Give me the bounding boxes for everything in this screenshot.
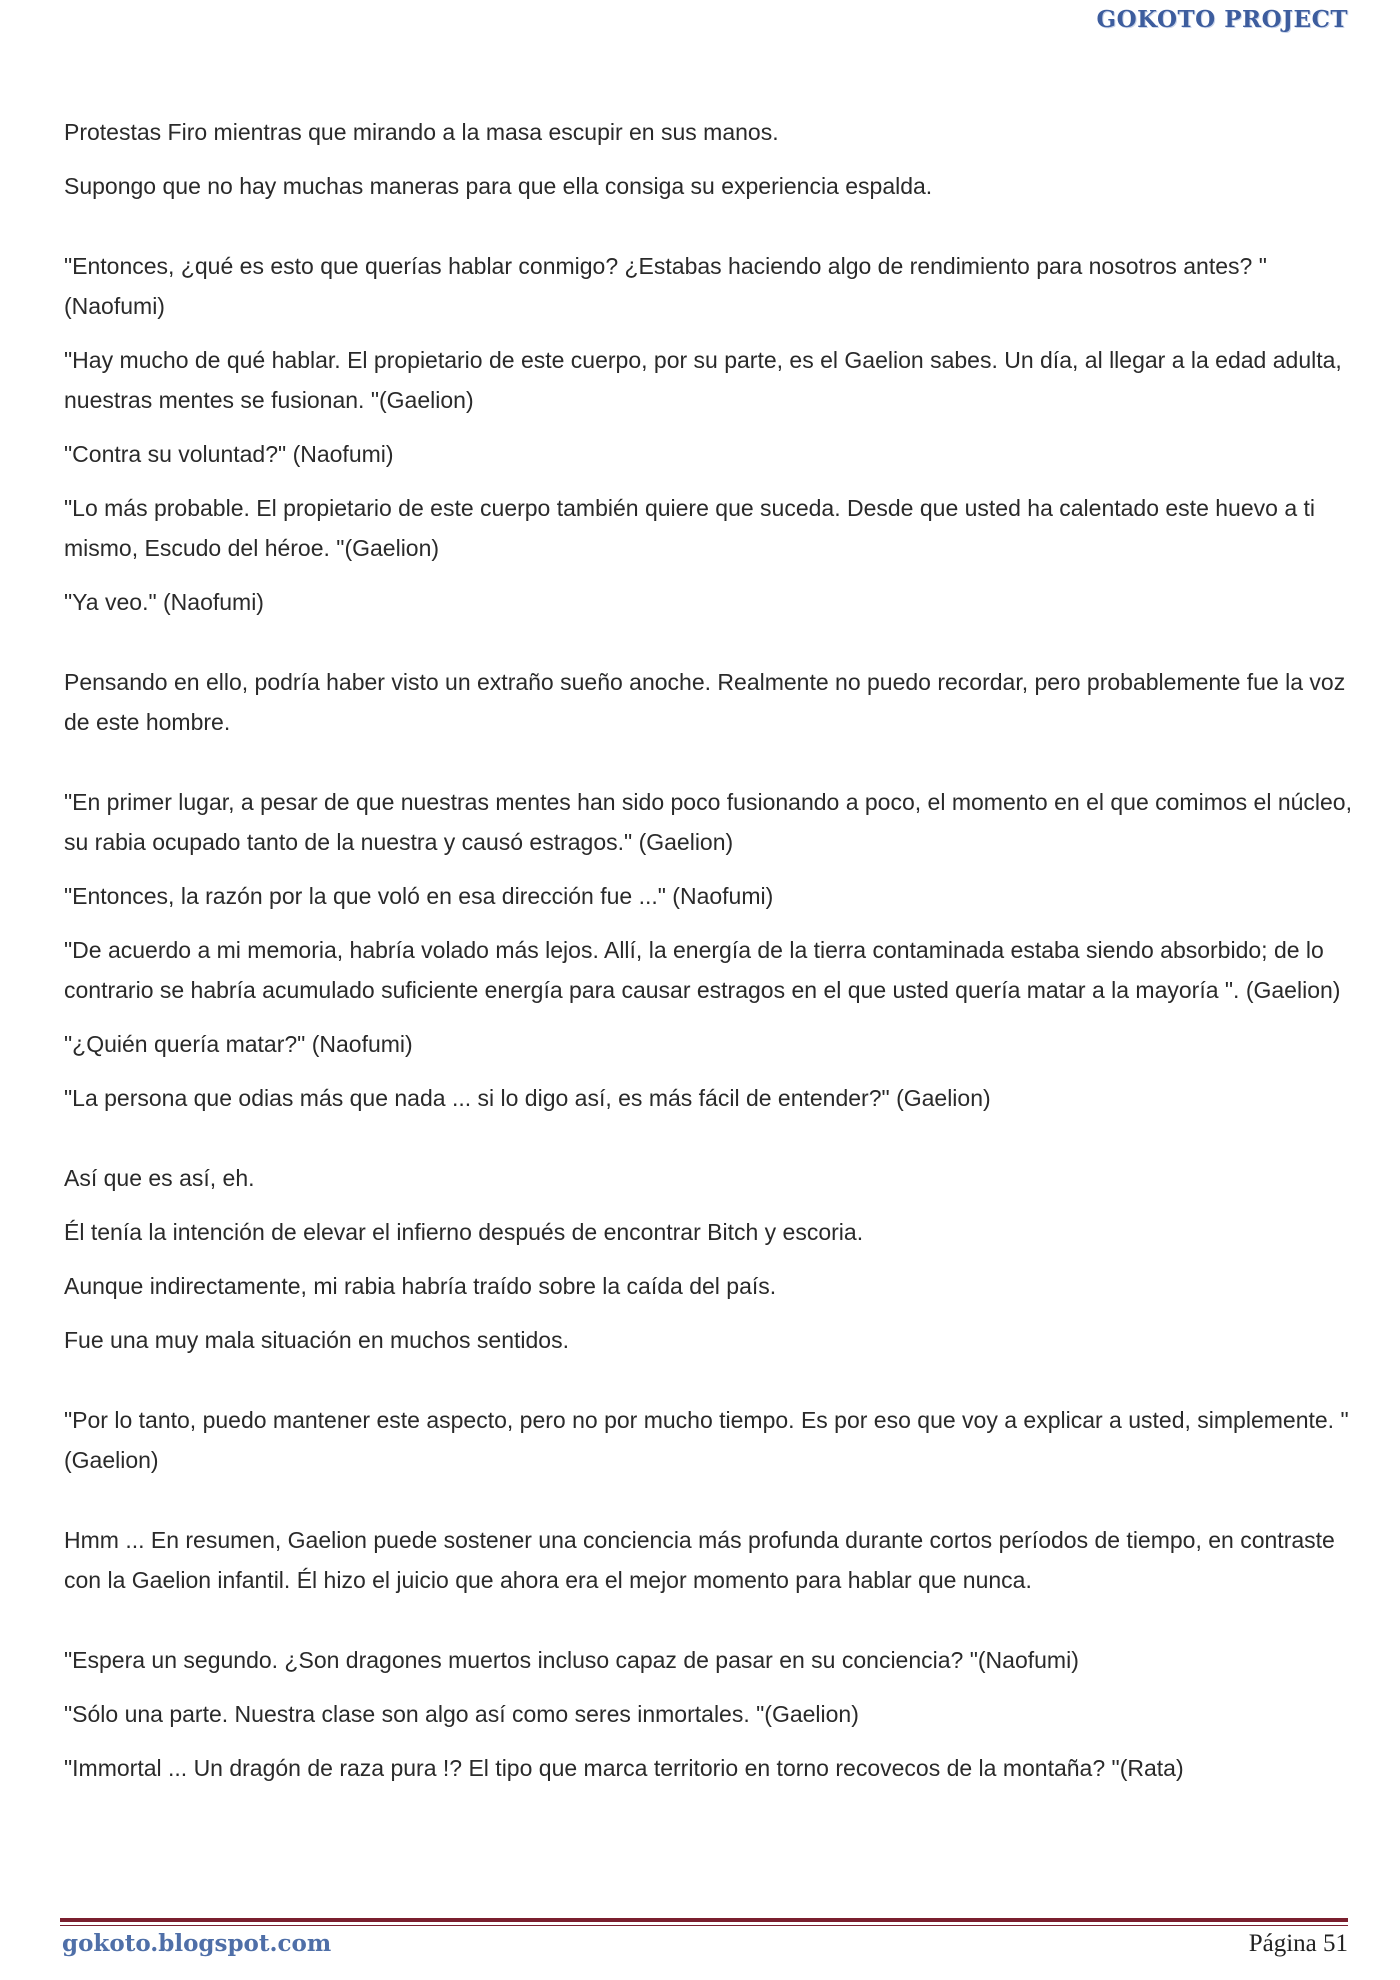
paragraph: "En primer lugar, a pesar de que nuestras mentes han sido poco fusionando a poco, el momento en el que comimos el núcleo, su rabia ocupado tanto de la nuestra y causó estragos." (Gaelion) [64, 789, 1352, 855]
paragraph: Pensando en ello, podría haber visto un extraño sueño anoche. Realmente no puedo recordar, pero probablemente fue la voz de este hombre. [64, 669, 1346, 735]
footer-site-link[interactable]: gokoto.blogspot.com [62, 1930, 332, 1957]
paragraph: "De acuerdo a mi memoria, habría volado más lejos. Allí, la energía de la tierra contaminada estaba siendo absorbido; de lo contrario se habría acumulado suficiente energía para causar estragos en el que usted quería matar a la mayoría ". (Gaelion) [64, 937, 1341, 1003]
paragraph: "La persona que odias más que nada ... si lo digo así, es más fácil de entender?" (Gaelion) [64, 1085, 991, 1111]
footer-divider-thin [60, 1925, 1348, 1926]
paragraph: Él tenía la intención de elevar el infierno después de encontrar Bitch y escoria. [64, 1219, 864, 1245]
paragraph: "Contra su voluntad?" (Naofumi) [64, 441, 394, 467]
footer-divider [60, 1918, 1348, 1922]
paragraph: "Ya veo." (Naofumi) [64, 589, 264, 615]
paragraph: "Lo más probable. El propietario de este cuerpo también quiere que suceda. Desde que usted ha calentado este huevo a ti mismo, Escudo del héroe. "(Gaelion) [64, 495, 1315, 561]
paragraph: Aunque indirectamente, mi rabia habría traído sobre la caída del país. [64, 1273, 777, 1299]
paragraph: "Espera un segundo. ¿Son dragones muertos incluso capaz de pasar en su conciencia? "(Naofumi) [64, 1647, 1079, 1673]
paragraph: "Immortal ... Un dragón de raza pura !? El tipo que marca territorio en torno recovecos de la montaña? "(Rata) [64, 1755, 1184, 1781]
paragraph: "Entonces, ¿qué es esto que querías hablar conmigo? ¿Estabas haciendo algo de rendimiento para nosotros antes? "(Naofumi) [64, 253, 1267, 319]
paragraph: "Entonces, la razón por la que voló en esa dirección fue ..." (Naofumi) [64, 883, 774, 909]
paragraph: Protestas Firo mientras que mirando a la masa escupir en sus manos. [64, 119, 779, 145]
paragraph: "¿Quién quería matar?" (Naofumi) [64, 1031, 413, 1057]
header-brand: GOKOTO PROJECT [1096, 6, 1348, 33]
paragraph: "Hay mucho de qué hablar. El propietario de este cuerpo, por su parte, es el Gaelion sabes. Un día, al llegar a la edad adulta, nuestras mentes se fusionan. "(Gaelion) [64, 347, 1342, 413]
paragraph: "Por lo tanto, puedo mantener este aspecto, pero no por mucho tiempo. Es por eso que voy a explicar a usted, simplemente. "(Gaelion) [64, 1407, 1349, 1473]
paragraph: Supongo que no hay muchas maneras para que ella consiga su experiencia espalda. [64, 173, 933, 199]
paragraph: Hmm ... En resumen, Gaelion puede sostener una conciencia más profunda durante cortos períodos de tiempo, en contraste con la Gaelion infantil. Él hizo el juicio que ahora era el mejor momento para hablar que nunca. [64, 1527, 1335, 1593]
paragraph: Así que es así, eh. [64, 1165, 255, 1191]
paragraph: Fue una muy mala situación en muchos sentidos. [64, 1327, 569, 1353]
document-body [64, 112, 1354, 1802]
paragraph: "Sólo una parte. Nuestra clase son algo así como seres inmortales. "(Gaelion) [64, 1701, 859, 1727]
page-number: Página 51 [1248, 1930, 1348, 1957]
